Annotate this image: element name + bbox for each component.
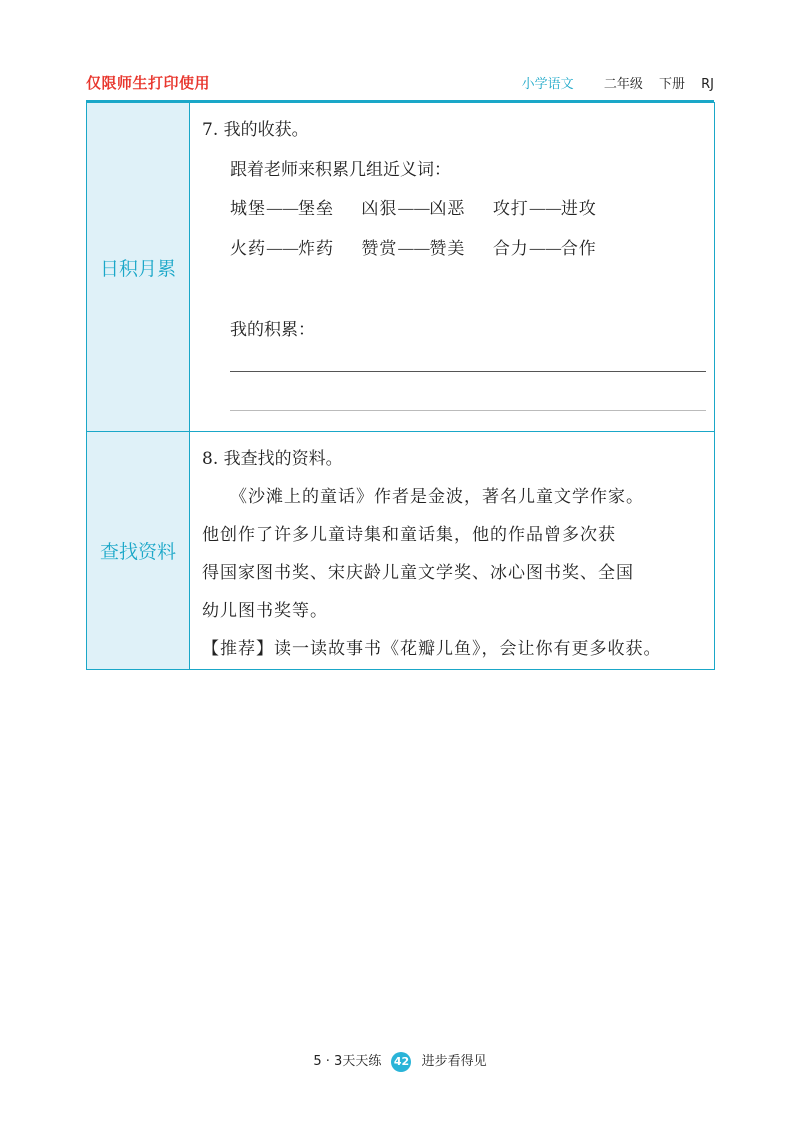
- footer-brand: 5 · 3天天练: [313, 1054, 382, 1069]
- synonym-pair: 凶狠——凶恶: [361, 199, 466, 219]
- question-7-title: 7. 我的收获。: [202, 120, 309, 140]
- grade-label: 二年级: [603, 77, 643, 92]
- synonym-row-1: [230, 194, 619, 219]
- print-notice: 仅限师生打印使用: [86, 74, 211, 92]
- paragraph-line: 幼儿图书奖等。: [202, 601, 328, 621]
- subject-label: 小学语文: [521, 77, 574, 92]
- synonym-pair: 火药——炸药: [230, 239, 334, 259]
- synonym-row-2: [230, 234, 619, 259]
- term-label: 下册: [658, 77, 685, 92]
- page-footer: [0, 1050, 800, 1072]
- book-info: [522, 73, 714, 92]
- page-number-badge: 42: [391, 1052, 411, 1072]
- footer-slogan: 进步看得见: [421, 1054, 487, 1069]
- synonym-pair: 赞赏——赞美: [361, 239, 466, 259]
- writing-line[interactable]: [230, 371, 706, 372]
- synonym-pair: 城堡——堡垒: [230, 199, 334, 219]
- question-8-title: 8. 我查找的资料。: [202, 449, 343, 469]
- edition-label: RJ: [701, 77, 714, 92]
- writing-line[interactable]: [230, 410, 706, 411]
- synonym-pair: 合力——合作: [492, 239, 597, 259]
- recommendation-text: 【推荐】读一读故事书《花瓣儿鱼》，会让你有更多收获。: [202, 639, 662, 659]
- section-7-content: [190, 103, 715, 432]
- paragraph-line: 得国家图书奖、宋庆龄儿童文学奖、冰心图书奖、全国: [202, 563, 634, 583]
- paragraph-line: 他创作了许多儿童诗集和童话集，他的作品曾多次获: [202, 525, 616, 545]
- my-accumulation-label: 我的积累：: [230, 320, 315, 340]
- worksheet-table: [86, 102, 715, 670]
- section-label-research: 查找资料: [87, 432, 190, 670]
- instruction-text: 跟着老师来积累几组近义词：: [230, 160, 451, 180]
- paragraph-line: 《沙滩上的童话》作者是金波，著名儿童文学作家。: [230, 487, 644, 507]
- synonym-pair: 攻打——进攻: [492, 199, 597, 219]
- section-8-content: [190, 432, 715, 670]
- section-label-daily: 日积月累: [87, 103, 190, 432]
